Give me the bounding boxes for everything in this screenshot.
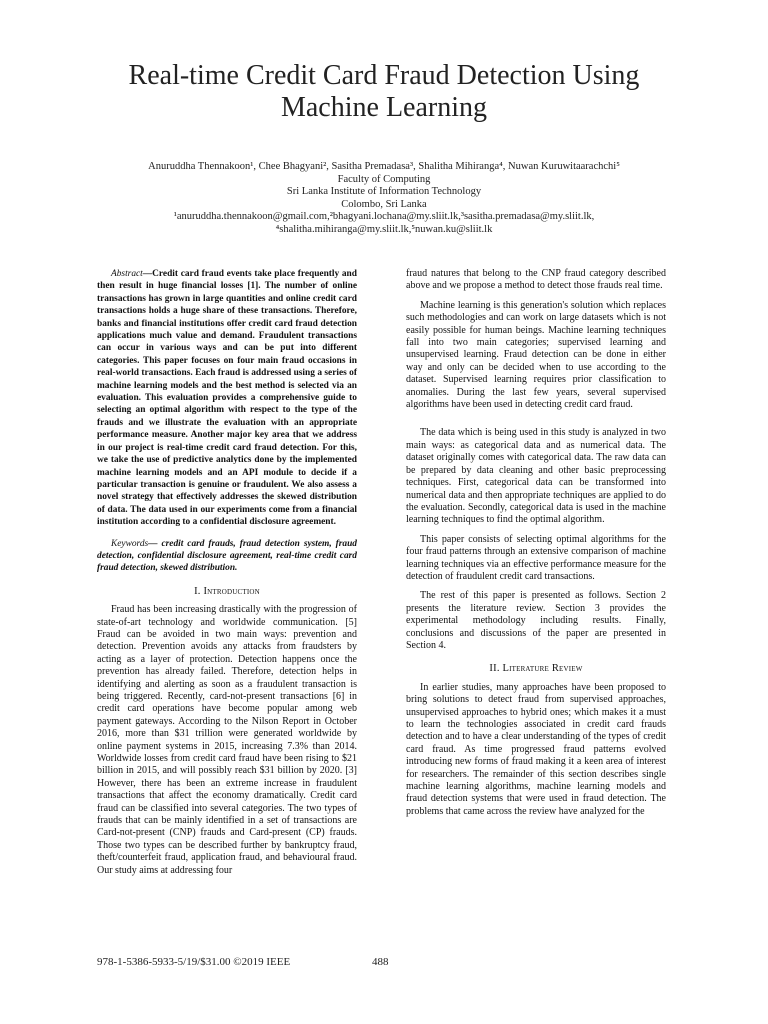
left-column xyxy=(97,268,357,877)
section-1-numeral: I. xyxy=(194,585,201,597)
paper-title xyxy=(0,60,768,124)
author-institute: Sri Lanka Institute of Information Technology xyxy=(286,186,482,198)
author-emails-line-1: ¹anuruddha.thennakoon@gmail.com,²bhagyani.lochana@my.sliit.lk,³sasitha.premadasa@my.sliit.lk, xyxy=(173,211,595,223)
right-paragraph-1: fraud natures that belong to the CNP fraud category described above and we propose a method to detect those frauds real time. xyxy=(406,268,666,292)
literature-paragraph: In earlier studies, many approaches have been proposed to bring solutions to detect fraud from supervised approaches, unsupervised approaches to hybrid ones; which makes it a must to learn the technologies associated in credit card frauds detection and to have a clear understanding of the types of credit card fraud. As time progressed fraud patterns evolved introducing new forms of fraud making it a keen area of interest for researchers. The remainder of this section describes single machine learning algorithms, machine learning models and fraud detection systems that were used in fraud detection. The problems that came across the review have analyzed for the xyxy=(406,681,666,817)
intro-paragraph: Fraud has been increasing drastically with the progression of state-of-art technology and worldwide communication. [5] Fraud can be avoided in two main ways: prevention and detection. Prevention avoids any attacks from fraudsters by acting as a layer of protection. Detection happens once the prevention has already failed. Therefore, detection helps in identifying and alerting as soon as a fraudulent transaction is being triggered. Recently, card-not-present transactions [6] in credit card operations have become popular among web payment gateways. According to the Nilson Report in October 2016, more than $31 trillion were generated worldwide by online payment systems in 2015, increasing 7.3% than 2014. Worldwide losses from credit card fraud have been rising to $21 billion in 2015, and will possibly reach $31 billion by 2020. [3] However, there has been an extreme increase in fraudulent transactions that affect the economy dramatically. Credit card fraud can be classified into several categories. The two types of frauds that can be mainly identified in a set of transactions are Card-not-present (CNP) frauds and Card-present (CP) frauds. Those two types can be described further by bankruptcy fraud, theft/counterfeit fraud, application fraud, and behavioural fraud. Our study aims at addressing four xyxy=(97,604,357,876)
section-1-title: Introduction xyxy=(203,585,260,597)
section-heading-literature-review xyxy=(406,663,666,675)
keywords-text: — credit card frauds, fraud detection system, fraud detection, confidential disclosure agreement, real-time credit card fraud detection, skewed distribution. xyxy=(97,538,357,574)
right-column xyxy=(406,268,666,818)
right-paragraph-2: Machine learning is this generation's solution which replaces such methodologies and can work on large datasets which is not easily possible for human beings. Machine learning techniques fall into two main categories; supervised learning and unsupervised learning. Fraud detection can be done in either way and only can be decided when to use according to the dataset. Supervised learning requires prior classification to anomalies. During the last few years, several supervised algorithms have been used in detecting credit card fraud. xyxy=(406,299,666,411)
right-paragraph-3: The data which is being used in this study is analyzed in two main ways: as categorical data and as numerical data. The dataset originally comes with categorical data. The raw data can be prepared by data cleaning and other basic preprocessing techniques. First, categorical data can be transformed into numerical data and then appropriate techniques are applied to do the evaluation. Secondly, categorical data is used in the machine learning techniques to find the optimal algorithm. xyxy=(406,427,666,526)
abstract xyxy=(97,268,357,529)
title-line-2: Machine Learning xyxy=(280,92,488,123)
footer-isbn: 978-1-5386-5933-5/19/$31.00 ©2019 IEEE xyxy=(97,956,291,968)
abstract-lead: Abstract xyxy=(111,269,143,279)
page-number: 488 xyxy=(372,956,389,968)
section-2-title: Literature Review xyxy=(502,663,583,675)
right-paragraph-5: The rest of this paper is presented as follows. Section 2 presents the literature review. Section 3 provides the experimental methodology including results. Finally, conclusions and discussions of the paper are presented in Section 4. xyxy=(406,590,666,651)
section-heading-introduction xyxy=(97,586,357,598)
author-emails-line-2: ⁴shalitha.mihiranga@my.sliit.lk,⁵nuwan.ku@sliit.lk xyxy=(275,223,493,235)
author-faculty: Faculty of Computing xyxy=(337,173,431,185)
section-2-numeral: II. xyxy=(489,663,500,675)
author-block xyxy=(0,161,768,237)
right-paragraph-4: This paper consists of selecting optimal algorithms for the four fraud patterns through an extensive comparison of machine learning techniques via an effective performance measure for the detection of fraudulent credit card transactions. xyxy=(406,533,666,582)
abstract-text: —Credit card fraud events take place frequently and then result in huge financial losses [1]. The number of online transactions has grown in large quantities and online credit card transactions holds a huge share of these transactions. Therefore, banks and financial institutions offer credit card fraud detection applications much value and demand. Fraudulent transactions can occur in various ways and can be put into different categories. This paper focuses on four main fraud occasions in real-world transactions. Each fraud is addressed using a series of machine learning models and the best method is selected via an evaluation. This evaluation provides a comprehensive guide to selecting an optimal algorithm with respect to the type of the frauds and we illustrate the evaluation with an appropriate performance measure. Another major key area that we address in our project is real-time credit card fraud detection. For this, we take the use of predictive analytics done by the implemented machine learning models and an API module to decide if a particular transaction is genuine or fraudulent. We also assess a novel strategy that effectively addresses the skewed distribution of data. The data used in our experiments come from a financial institution according to a confidential disclosure agreement. xyxy=(97,269,357,528)
title-line-1: Real-time Credit Card Fraud Detection Using xyxy=(128,60,640,91)
author-location: Colombo, Sri Lanka xyxy=(341,198,427,210)
keywords xyxy=(97,538,357,575)
author-names: Anuruddha Thennakoon¹, Chee Bhagyani², Sasitha Premadasa³, Shalitha Mihiranga⁴, Nuwan Kuruwitaarachchi⁵ xyxy=(148,161,620,172)
keywords-lead: Keywords xyxy=(111,538,149,549)
